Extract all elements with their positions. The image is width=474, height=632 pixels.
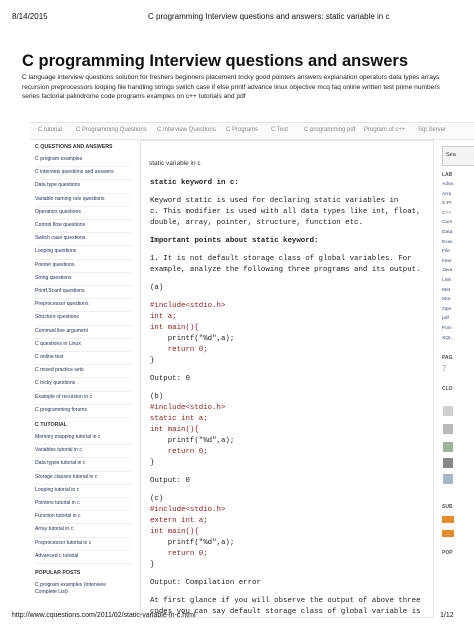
sidebar-item[interactable]: Data types tutorial in c xyxy=(35,460,86,467)
divider xyxy=(35,298,131,299)
sidebar-item[interactable]: Data type questions xyxy=(35,182,81,189)
divider xyxy=(35,497,131,498)
sidebar-item[interactable]: Control flow questions xyxy=(35,222,86,228)
tab-c-programs[interactable]: C Programs xyxy=(226,127,259,133)
sidebar-item[interactable]: Memory mapping tutorial in c xyxy=(35,434,101,440)
rss-icon[interactable] xyxy=(442,516,454,523)
divider xyxy=(35,417,131,418)
divider xyxy=(35,272,131,273)
code-line: printf("%d",a); xyxy=(150,539,235,547)
divider xyxy=(35,351,131,352)
clocks-heading: CLO xyxy=(442,386,453,392)
sidebar-item[interactable]: Structure questions xyxy=(35,314,79,321)
label-link[interactable]: Ope xyxy=(442,306,452,312)
code-line: } xyxy=(150,561,155,569)
search-button[interactable] xyxy=(442,146,474,166)
article-heading: static keyword in c: xyxy=(150,179,239,187)
divider xyxy=(35,563,131,564)
code-line: printf("%d",a); xyxy=(150,437,235,445)
point-line: example, analyze the following three programs and its output. xyxy=(150,266,421,274)
pages-heading: PAG xyxy=(442,355,453,361)
label-link[interactable]: Link xyxy=(442,278,451,283)
sidebar-item[interactable]: Pointers tutorial in c xyxy=(35,500,80,506)
divider xyxy=(35,245,131,246)
intro-line: Keyword static is used for declaring static variables in xyxy=(150,197,399,205)
label-link[interactable]: Arra xyxy=(442,191,452,197)
code-line: printf("%d",a); xyxy=(150,335,235,343)
divider xyxy=(35,457,131,458)
search-button-label: Sea xyxy=(446,152,456,158)
right-sidebar xyxy=(437,140,474,616)
sidebar-item[interactable]: C online test xyxy=(35,354,64,360)
divider xyxy=(35,364,131,365)
sidebar-item[interactable]: Looping tutorial in c xyxy=(35,486,80,493)
sidebar-item[interactable]: Storage classes tutorial in c xyxy=(35,473,98,480)
sidebar-item[interactable]: String questions xyxy=(35,274,72,281)
label-link[interactable]: SQL xyxy=(442,335,452,341)
tab-c-tutorial[interactable]: C tutorial xyxy=(38,127,63,133)
tab-c-programming-pdf[interactable]: C programming pdf xyxy=(304,127,356,133)
avatar[interactable] xyxy=(443,424,453,434)
sidebar-item[interactable]: C programming forums xyxy=(35,406,88,413)
sidebar-item[interactable]: Switch case questions xyxy=(35,235,86,242)
label-link[interactable]: Mor xyxy=(442,297,451,303)
divider xyxy=(35,444,131,445)
sidebar-item[interactable]: Operators questions xyxy=(35,208,81,215)
tab-c-programming-questions[interactable]: C Programming Questions xyxy=(76,127,147,133)
output-a: Output: 0 xyxy=(150,375,190,383)
description-line: C language interview questions solution for freshers beginners placement tricky good pointers answers explanation operators data types arrays xyxy=(22,74,440,81)
divider xyxy=(35,311,131,312)
sidebar-item[interactable]: Looping questions xyxy=(35,248,77,255)
intro-line: c. This modifier is used with all data types like int, float, xyxy=(150,208,421,216)
label-link[interactable]: Inter xyxy=(442,258,452,264)
code-line: #include<stdio.h> xyxy=(150,404,226,412)
label-link[interactable]: Met xyxy=(442,287,451,293)
point-line: 1. It is not default storage class of global variables. For xyxy=(150,255,412,263)
sidebar-heading-questions: C QUESTIONS AND ANSWERS xyxy=(35,144,113,150)
sidebar-item[interactable]: Function tutorial in c xyxy=(35,513,81,520)
divider xyxy=(35,338,131,339)
blog-title[interactable]: C programming Interview questions and answers xyxy=(22,52,409,70)
divider xyxy=(35,285,131,286)
divider xyxy=(35,404,131,405)
post-breadcrumb: static variable in c xyxy=(149,160,201,167)
nav-bar xyxy=(30,122,474,140)
label-c: (c) xyxy=(150,495,164,503)
avatar[interactable] xyxy=(443,458,453,468)
code-line: static int a; xyxy=(150,415,208,423)
avatar[interactable] xyxy=(443,406,453,416)
divider xyxy=(35,471,131,472)
labels-heading: LAB xyxy=(442,172,453,178)
sidebar-item[interactable]: C program examples xyxy=(35,156,83,162)
label-link[interactable]: C Pr xyxy=(442,201,452,207)
sidebar-item[interactable]: Advanced c tutorial xyxy=(35,552,79,559)
output-b: Output: 0 xyxy=(150,477,190,485)
divider xyxy=(35,232,131,233)
tab-c-test[interactable]: C Test xyxy=(271,127,288,133)
article-panel xyxy=(140,140,434,618)
code-line: return 0; xyxy=(150,448,208,456)
footer-page: 1/12 xyxy=(440,612,454,619)
sidebar-item[interactable]: Variable naming rule questions xyxy=(35,195,105,202)
divider xyxy=(35,523,131,524)
description-line: series factorial palindrome code programs examples on c++ tutorials and pdf xyxy=(22,93,246,101)
label-link[interactable]: Poin xyxy=(442,326,452,331)
pageviews-count: 7 xyxy=(442,364,447,373)
sidebar-item[interactable]: C questions in Linux xyxy=(35,340,81,347)
code-line: extern int a; xyxy=(150,517,208,525)
sidebar-item[interactable]: Pointer questions xyxy=(35,261,75,268)
blog-description xyxy=(22,73,474,102)
points-heading: Important points about static keyword: xyxy=(150,237,319,245)
divider xyxy=(35,484,131,485)
divider xyxy=(35,219,131,220)
sidebar-item[interactable]: Variables tutorial in c xyxy=(35,447,82,454)
divider xyxy=(35,206,131,207)
avatar[interactable] xyxy=(443,442,453,452)
divider xyxy=(35,391,131,392)
sidebar-item[interactable]: Example of recursion in c xyxy=(35,393,93,400)
divider xyxy=(35,550,131,551)
intro-line: double, array, pointer, structure, function etc. xyxy=(150,219,363,227)
closing-line: At first glance if you will observe the output of above three xyxy=(150,597,421,605)
description-line: recursion preprocessors looping file handling strings switch case if else printf advance linux objective mcq faq online written test prime numbers xyxy=(22,83,440,91)
sidebar-item[interactable]: C tricky questions xyxy=(35,380,76,387)
code-line: #include<stdio.h> xyxy=(150,506,226,514)
divider xyxy=(35,179,131,180)
closing-line: codes you can say default storage class of global variable is xyxy=(150,608,421,616)
avatar[interactable] xyxy=(443,474,453,484)
sidebar-item[interactable]: C mixed practice sets xyxy=(35,367,84,374)
label-link[interactable]: Adva xyxy=(442,182,454,187)
sidebar-item[interactable]: Preprocessor questions xyxy=(35,301,89,308)
popular-post-link-line2[interactable]: Complete List) xyxy=(35,589,68,595)
code-line: #include<stdio.h> xyxy=(150,302,226,310)
tab-c-interview-questions[interactable]: C Interview Questions xyxy=(157,127,216,133)
code-line: int a; xyxy=(150,313,177,321)
print-date: 8/14/2015 xyxy=(12,12,48,21)
divider xyxy=(35,259,131,260)
sidebar-item[interactable]: Commad line argument xyxy=(35,327,88,334)
label-link[interactable]: File xyxy=(442,249,450,255)
label-link[interactable]: Java xyxy=(442,268,453,274)
label-b: (b) xyxy=(150,393,164,401)
code-line: int main(){ xyxy=(150,324,199,332)
code-line: } xyxy=(150,357,155,365)
sidebar-item[interactable]: Printf,Scanf questions xyxy=(35,288,85,294)
divider xyxy=(35,193,131,194)
label-link[interactable]: Data xyxy=(442,230,453,235)
popular-heading: POP xyxy=(442,550,453,556)
divider xyxy=(35,166,131,167)
divider xyxy=(35,325,131,326)
rss-icon[interactable] xyxy=(442,530,454,537)
sidebar-item[interactable]: Preprocessor tutorial in c xyxy=(35,539,92,546)
code-line: int main(){ xyxy=(150,426,199,434)
code-line: return 0; xyxy=(150,550,208,558)
label-a: (a) xyxy=(150,284,164,292)
sidebar-item[interactable]: Array tutorial in c xyxy=(35,526,74,533)
output-c: Output: Compilation error xyxy=(150,579,261,587)
tab-program-of-cpp[interactable]: Program of c++ xyxy=(364,127,406,133)
divider xyxy=(35,377,131,378)
divider xyxy=(35,510,131,511)
popular-post-link[interactable]: C program examples (Interview xyxy=(35,582,106,588)
sidebar-item[interactable]: C interview questions and answers xyxy=(35,169,114,176)
footer-url: http://www.cquestions.com/2011/02/static-variable-in-c.html xyxy=(12,612,196,619)
print-title: C programming Interview questions and answers: static variable in c xyxy=(148,12,390,21)
code-line: } xyxy=(150,459,155,467)
code-line: return 0; xyxy=(150,346,208,354)
code-line: int main(){ xyxy=(150,528,199,536)
label-link[interactable]: C++ xyxy=(442,210,452,216)
label-link[interactable]: Exac xyxy=(442,239,453,245)
label-link[interactable]: Com xyxy=(442,220,453,226)
label-link[interactable]: pdf xyxy=(442,316,449,322)
sidebar-heading-popular: POPULAR POSTS xyxy=(35,570,81,576)
tab-sql-server[interactable]: Sql Server xyxy=(418,127,447,133)
sidebar-heading-tutorial: C TUTORIAL xyxy=(35,422,67,428)
subscribe-heading: SUB xyxy=(442,504,453,510)
divider xyxy=(35,537,131,538)
